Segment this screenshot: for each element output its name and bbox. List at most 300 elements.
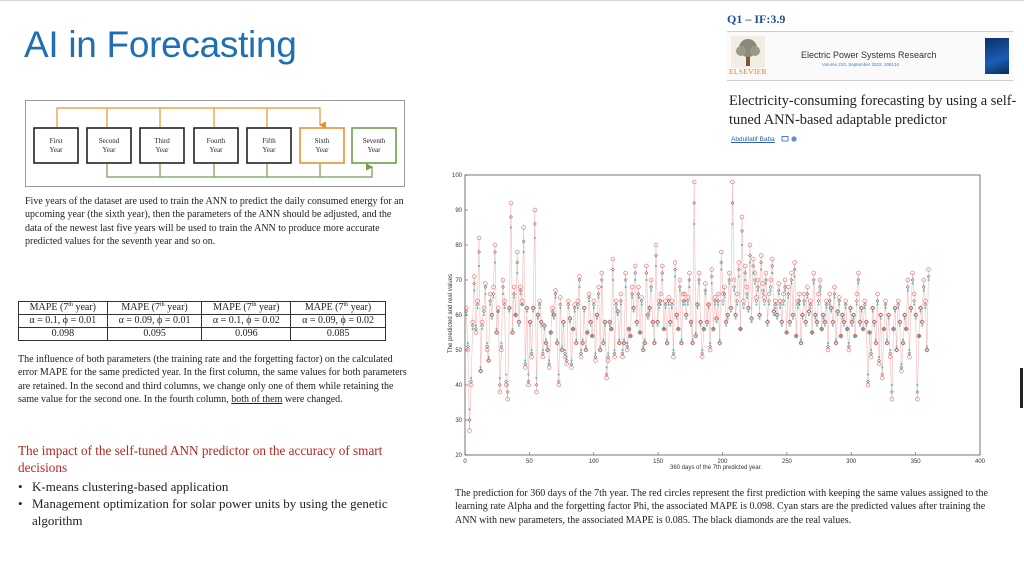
prediction-point-cyan xyxy=(505,373,507,375)
prediction-point-cyan xyxy=(590,324,592,326)
prediction-point-cyan xyxy=(623,338,625,340)
prediction-point-cyan xyxy=(534,237,536,239)
prediction-point-cyan xyxy=(886,338,888,340)
prediction-point-cyan xyxy=(900,363,902,365)
prediction-point-cyan xyxy=(599,345,601,347)
prediction-point-cyan xyxy=(529,324,531,326)
prediction-point-cyan xyxy=(873,324,875,326)
prediction-point-cyan xyxy=(674,275,676,277)
prediction-point-cyan xyxy=(907,289,909,291)
journal-rank-badge: Q1 – IF:3.9 xyxy=(727,12,786,26)
prediction-point-cyan xyxy=(701,349,703,351)
prediction-point-cyan xyxy=(499,377,501,379)
prediction-point-cyan xyxy=(859,324,861,326)
prediction-point-cyan xyxy=(722,303,724,305)
prediction-point-cyan xyxy=(500,342,502,344)
x-tick-label: 200 xyxy=(717,459,728,465)
year-box-label: Year xyxy=(209,146,223,154)
bullet-dot: • xyxy=(18,479,23,494)
prediction-point-cyan xyxy=(837,314,839,316)
prediction-point-cyan xyxy=(540,324,542,326)
prediction-point-cyan xyxy=(465,314,467,316)
prediction-point-cyan xyxy=(819,289,821,291)
prediction-point-cyan xyxy=(779,307,781,309)
prediction-point-cyan xyxy=(468,408,470,410)
prediction-point-cyan xyxy=(578,286,580,288)
prediction-point-cyan xyxy=(580,349,582,351)
prediction-point-cyan xyxy=(672,349,674,351)
prediction-point-cyan xyxy=(881,366,883,368)
y-tick-label: 90 xyxy=(455,208,462,214)
prediction-point-cyan xyxy=(583,310,585,312)
email-icon[interactable] xyxy=(782,137,788,142)
prediction-point-cyan xyxy=(856,303,858,305)
prediction-point-cyan xyxy=(752,272,754,274)
prediction-point-cyan xyxy=(704,293,706,295)
prediction-point-cyan xyxy=(860,310,862,312)
prediction-point-cyan xyxy=(763,303,765,305)
y-tick-label: 70 xyxy=(455,278,462,284)
prediction-point-cyan xyxy=(553,317,555,319)
prediction-point-cyan xyxy=(502,293,504,295)
prediction-point-cyan xyxy=(631,296,633,298)
prediction-point-cyan xyxy=(776,317,778,319)
prediction-point-cyan xyxy=(741,244,743,246)
prediction-point-cyan xyxy=(717,303,719,305)
publisher-name: ELSEVIER xyxy=(729,67,767,76)
year-box-label: Year xyxy=(367,146,381,154)
year-box-label: Year xyxy=(49,146,63,154)
prediction-point-cyan xyxy=(768,303,770,305)
prediction-point-cyan xyxy=(731,223,733,225)
prediction-point-cyan xyxy=(626,342,628,344)
prediction-point-cyan xyxy=(543,328,545,330)
prediction-point-cyan xyxy=(910,310,912,312)
y-tick-label: 100 xyxy=(451,173,462,179)
prediction-point-cyan xyxy=(511,328,513,330)
prediction-point-cyan xyxy=(545,338,547,340)
prediction-point-cyan xyxy=(472,328,474,330)
prediction-point-cyan xyxy=(829,303,831,305)
prediction-point-cyan xyxy=(621,349,623,351)
prediction-point-cyan xyxy=(467,342,469,344)
prediction-point-cyan xyxy=(588,300,590,302)
prediction-point-cyan xyxy=(849,310,851,312)
prediction-point-cyan xyxy=(539,307,541,309)
prediction-point-cyan xyxy=(489,303,491,305)
prediction-point-cyan xyxy=(911,282,913,284)
prediction-point-cyan xyxy=(594,352,596,354)
article-author-link[interactable]: Abdullatif Baba xyxy=(731,136,775,143)
mape-header-cell: MAPE (7th year) xyxy=(291,302,386,315)
prediction-point-cyan xyxy=(575,338,577,340)
prediction-point-cyan xyxy=(488,356,490,358)
prediction-point-cyan xyxy=(927,279,929,281)
prediction-point-cyan xyxy=(884,307,886,309)
year-box-label: Second xyxy=(98,137,120,145)
prediction-point-cyan xyxy=(916,384,918,386)
x-tick-label: 100 xyxy=(588,459,599,465)
prediction-point-cyan xyxy=(564,349,566,351)
prediction-point-cyan xyxy=(523,251,525,253)
prediction-point-cyan xyxy=(613,349,615,351)
prediction-point-cyan xyxy=(532,310,534,312)
prediction-point-cyan xyxy=(607,352,609,354)
prediction-point-cyan xyxy=(526,310,528,312)
x-tick-label: 350 xyxy=(910,459,921,465)
prediction-point-cyan xyxy=(634,279,636,281)
prediction-point-cyan xyxy=(774,307,776,309)
year-box-label: Fifth xyxy=(262,137,276,145)
prediction-point-cyan xyxy=(736,303,738,305)
prediction-point-cyan xyxy=(749,261,751,263)
prediction-point-cyan xyxy=(524,359,526,361)
prediction-point-cyan xyxy=(872,310,874,312)
prediction-point-cyan xyxy=(483,314,485,316)
bullet-item: • K-means clustering-based application xyxy=(18,479,229,494)
prediction-point-cyan xyxy=(558,373,560,375)
prediction-point-cyan xyxy=(570,359,572,361)
prediction-point-cyan xyxy=(548,359,550,361)
year-diagram xyxy=(25,100,405,187)
prediction-point-cyan xyxy=(809,307,811,309)
prediction-point-cyan xyxy=(824,324,826,326)
slide-title: AI in Forecasting xyxy=(24,24,297,65)
prediction-point-cyan xyxy=(720,268,722,270)
prediction-point-cyan xyxy=(852,317,854,319)
mape-param-cell: α = 0.1, ϕ = 0.02 xyxy=(202,315,291,328)
journal-volume: Volume 210, September 2022, 108134 xyxy=(822,62,900,67)
prediction-point-cyan xyxy=(556,338,558,340)
prediction-point-cyan xyxy=(766,324,768,326)
prediction-point-cyan xyxy=(805,324,807,326)
mape-value-cell: 0.096 xyxy=(202,328,291,341)
bullet-dot: • xyxy=(18,496,23,511)
scroll-edge-marker xyxy=(1020,368,1023,408)
prediction-point-cyan xyxy=(870,349,872,351)
x-tick-label: 0 xyxy=(463,459,467,465)
prediction-point-cyan xyxy=(723,296,725,298)
prediction-point-cyan xyxy=(507,384,509,386)
year-box-label: First xyxy=(49,137,63,145)
y-axis-label: The predicted and real values xyxy=(448,273,454,353)
prediction-point-cyan xyxy=(658,307,660,309)
prediction-point-cyan xyxy=(735,317,737,319)
prediction-point-cyan xyxy=(620,303,622,305)
prediction-point-cyan xyxy=(542,349,544,351)
prediction-point-cyan xyxy=(762,293,764,295)
prediction-point-cyan xyxy=(830,310,832,312)
year-box-label: Seventh xyxy=(362,137,386,145)
prediction-point-cyan xyxy=(664,307,666,309)
mape-param-cell: α = 0.1, ϕ = 0.01 xyxy=(19,315,108,328)
prediction-point-cyan xyxy=(531,349,533,351)
prediction-point-cyan xyxy=(647,317,649,319)
prediction-point-cyan xyxy=(671,307,673,309)
prediction-point-cyan xyxy=(924,307,926,309)
prediction-point-cyan xyxy=(561,345,563,347)
prediction-point-cyan xyxy=(676,317,678,319)
prediction-point-cyan xyxy=(612,279,614,281)
prediction-point-cyan xyxy=(513,296,515,298)
prediction-point-cyan xyxy=(605,366,607,368)
prediction-point-cyan xyxy=(733,289,735,291)
dataset-paragraph: Five years of the dataset are used to train the ANN to predict the daily consumed energy for an upcoming year (the sixth year), then the parameters of the ANN should be adjusted, and the data of the newest last five years will be used to train the ANN to produce more accurate predicted values for the seventh year and so on. xyxy=(25,196,404,248)
prediction-point-cyan xyxy=(845,307,847,309)
prediction-point-cyan xyxy=(655,265,657,267)
mape-header-row xyxy=(19,302,386,315)
prediction-point-cyan xyxy=(527,373,529,375)
prediction-point-cyan xyxy=(897,307,899,309)
prediction-point-cyan xyxy=(800,338,802,340)
prediction-point-cyan xyxy=(486,342,488,344)
mape-header-cell: MAPE (7th year) xyxy=(202,302,291,315)
prediction-point-cyan xyxy=(758,317,760,319)
prediction-point-cyan xyxy=(926,345,928,347)
prediction-point-cyan xyxy=(787,296,789,298)
top-divider xyxy=(0,0,1024,1)
prediction-point-cyan xyxy=(921,324,923,326)
impact-bullets xyxy=(18,478,418,529)
prediction-point-cyan xyxy=(652,324,654,326)
mape-param-cell: α = 0.09, ϕ = 0.02 xyxy=(291,315,386,328)
prediction-point-cyan xyxy=(891,384,893,386)
journal-name: Electric Power Systems Research xyxy=(801,50,937,60)
x-tick-label: 250 xyxy=(781,459,792,465)
y-tick-label: 80 xyxy=(455,243,462,249)
prediction-point-cyan xyxy=(715,321,717,323)
prediction-point-cyan xyxy=(755,303,757,305)
mape-value-cell: 0.098 xyxy=(19,328,108,341)
prediction-point-cyan xyxy=(832,324,834,326)
y-tick-label: 50 xyxy=(455,348,462,354)
journal-banner xyxy=(727,31,1013,81)
prediction-point-cyan xyxy=(771,272,773,274)
prediction-point-cyan xyxy=(728,282,730,284)
prediction-point-cyan xyxy=(491,317,493,319)
year-diagram-svg xyxy=(26,101,406,188)
prediction-point-cyan xyxy=(913,303,915,305)
prediction-point-cyan xyxy=(750,321,752,323)
prediction-point-cyan xyxy=(782,303,784,305)
prediction-point-cyan xyxy=(684,303,686,305)
prediction-point-cyan xyxy=(825,307,827,309)
mape-params-row xyxy=(19,315,386,328)
prediction-point-cyan xyxy=(617,314,619,316)
prediction-point-cyan xyxy=(888,317,890,319)
prediction-point-cyan xyxy=(707,307,709,309)
prediction-point-cyan xyxy=(475,324,477,326)
prediction-point-cyan xyxy=(848,342,850,344)
prediction-point-cyan xyxy=(666,338,668,340)
prediction-point-cyan xyxy=(569,321,571,323)
prediction-point-cyan xyxy=(495,328,497,330)
prediction-point-cyan xyxy=(833,296,835,298)
prediction-point-cyan xyxy=(778,293,780,295)
prediction-point-cyan xyxy=(562,324,564,326)
prediction-point-cyan xyxy=(781,324,783,326)
author-contact-icons xyxy=(781,135,801,143)
prediction-point-cyan xyxy=(746,296,748,298)
prediction-point-cyan xyxy=(650,289,652,291)
prediction-point-cyan xyxy=(546,345,548,347)
prediction-point-cyan xyxy=(867,373,869,375)
prediction-point-cyan xyxy=(827,342,829,344)
prediction-point-cyan xyxy=(473,289,475,291)
prediction-point-cyan xyxy=(816,324,818,326)
prediction-point-cyan xyxy=(688,286,690,288)
prediction-point-cyan xyxy=(687,303,689,305)
prediction-point-cyan xyxy=(711,282,713,284)
chart-caption: The prediction for 360 days of the 7th year. The red circles represent the first prediction with keeping the same values assigned to the learning rate Alpha and the forgetting factor Phi, the associated MAPE is 0.098. Cyan stars are the predicted values after training the ANN with new parameters, the associated MAPE is 0.085. The black diamonds are the real values. xyxy=(455,488,988,526)
prediction-point-cyan xyxy=(738,275,740,277)
prediction-point-cyan xyxy=(864,307,866,309)
bullet-item: • Management optimization for solar power units by using the genetic algorithm xyxy=(18,496,388,528)
prediction-point-cyan xyxy=(478,265,480,267)
prediction-point-cyan xyxy=(902,338,904,340)
prediction-point-cyan xyxy=(808,314,810,316)
prediction-point-cyan xyxy=(566,356,568,358)
y-tick-label: 60 xyxy=(455,313,462,319)
prediction-point-cyan xyxy=(685,317,687,319)
prediction-point-cyan xyxy=(618,338,620,340)
prediction-point-cyan xyxy=(693,223,695,225)
prediction-point-cyan xyxy=(813,282,815,284)
prediction-point-cyan xyxy=(889,349,891,351)
prediction-point-cyan xyxy=(919,310,921,312)
prediction-point-cyan xyxy=(835,338,837,340)
y-tick-label: 30 xyxy=(455,418,462,424)
prediction-point-cyan xyxy=(903,317,905,319)
prediction-point-cyan xyxy=(690,324,692,326)
prediction-point-cyan xyxy=(789,324,791,326)
prediction-point-cyan xyxy=(636,324,638,326)
prediction-point-cyan xyxy=(878,356,880,358)
x-tick-label: 50 xyxy=(526,459,533,465)
prediction-point-cyan xyxy=(609,324,611,326)
prediction-point-cyan xyxy=(692,338,694,340)
prediction-point-cyan xyxy=(644,338,646,340)
prediction-point-cyan xyxy=(875,338,877,340)
impact-heading: The impact of the self-tuned ANN predictor on the accuracy of smart decisions xyxy=(18,443,383,475)
prediction-point-cyan xyxy=(559,307,561,309)
prediction-point-cyan xyxy=(615,307,617,309)
year-box-label: Year xyxy=(315,146,329,154)
prediction-point-cyan xyxy=(604,324,606,326)
prediction-point-cyan xyxy=(510,226,512,228)
prediction-point-cyan xyxy=(699,324,701,326)
prediction-point-cyan xyxy=(814,317,816,319)
year-box-label: Sixth xyxy=(314,137,330,145)
prediction-point-cyan xyxy=(851,324,853,326)
prediction-point-cyan xyxy=(577,307,579,309)
year-box-label: Year xyxy=(155,146,169,154)
prediction-point-cyan xyxy=(899,324,901,326)
prediction-point-cyan xyxy=(484,293,486,295)
prediction-point-cyan xyxy=(880,317,882,319)
prediction-point-cyan xyxy=(516,272,518,274)
prediction-point-cyan xyxy=(637,296,639,298)
year-box-label: Year xyxy=(262,146,276,154)
year-box-label: Third xyxy=(154,137,170,145)
year-box-label: Fourth xyxy=(206,137,226,145)
prediction-point-cyan xyxy=(698,282,700,284)
mape-values-row xyxy=(19,328,386,341)
prediction-point-cyan xyxy=(876,303,878,305)
prediction-point-cyan xyxy=(757,289,759,291)
prediction-point-cyan xyxy=(706,324,708,326)
prediction-point-cyan xyxy=(596,317,598,319)
prediction-point-cyan xyxy=(743,307,745,309)
prediction-point-cyan xyxy=(492,296,494,298)
prediction-point-cyan xyxy=(567,307,569,309)
prediction-point-cyan xyxy=(773,314,775,316)
prediction-point-cyan xyxy=(803,303,805,305)
influence-paragraph: The influence of both parameters (the training rate and the forgetting factor) on the calculated error MAPE for the same predicted year. In the first column, the same values for both parameters are retained. In the second and third columns, we change only one of them while retaining the same value for the second one. In the fourth column, both of them were changed. xyxy=(18,354,407,406)
prediction-point-cyan xyxy=(494,261,496,263)
prediction-point-cyan xyxy=(760,268,762,270)
prediction-point-cyan xyxy=(790,282,792,284)
prediction-point-cyan xyxy=(792,317,794,319)
prediction-point-cyan xyxy=(727,317,729,319)
mape-table xyxy=(18,301,386,341)
prediction-point-cyan xyxy=(714,303,716,305)
orcid-icon[interactable] xyxy=(791,136,796,141)
prediction-chart-svg xyxy=(440,168,990,474)
prediction-point-cyan xyxy=(601,286,603,288)
prediction-point-cyan xyxy=(625,286,627,288)
prediction-point-cyan xyxy=(645,279,647,281)
prediction-point-cyan xyxy=(857,282,859,284)
prediction-point-cyan xyxy=(695,331,697,333)
prediction-point-cyan xyxy=(696,307,698,309)
journal-cover-thumbnail xyxy=(985,38,1009,74)
prediction-chart xyxy=(440,168,990,479)
prediction-point-cyan xyxy=(754,282,756,284)
prediction-point-cyan xyxy=(794,275,796,277)
prediction-point-cyan xyxy=(784,289,786,291)
prediction-point-cyan xyxy=(593,307,595,309)
prediction-point-cyan xyxy=(765,282,767,284)
prediction-point-cyan xyxy=(838,303,840,305)
prediction-point-cyan xyxy=(719,338,721,340)
prediction-point-cyan xyxy=(585,345,587,347)
y-tick-label: 40 xyxy=(455,383,462,389)
x-axis-label: 360 days of the 7th predicted year. xyxy=(670,465,763,471)
prediction-point-cyan xyxy=(896,345,898,347)
prediction-point-cyan xyxy=(669,324,671,326)
prediction-point-cyan xyxy=(841,317,843,319)
prediction-point-cyan xyxy=(797,307,799,309)
x-tick-label: 400 xyxy=(974,459,986,465)
prediction-point-cyan xyxy=(709,342,711,344)
prediction-point-cyan xyxy=(597,296,599,298)
prediction-point-cyan xyxy=(656,324,658,326)
prediction-point-cyan xyxy=(908,349,910,351)
prediction-point-cyan xyxy=(730,310,732,312)
prediction-point-cyan xyxy=(602,338,604,340)
mape-header-cell: MAPE (7th year) xyxy=(107,302,202,315)
article-title: Electricity-consuming forecasting by using a self-tuned ANN-based adaptable predictor xyxy=(729,93,1017,128)
mape-value-cell: 0.095 xyxy=(107,328,202,341)
prediction-point-cyan xyxy=(770,289,772,291)
prediction-point-cyan xyxy=(574,310,576,312)
prediction-point-cyan xyxy=(535,377,537,379)
prediction-point-cyan xyxy=(680,338,682,340)
y-tick-label: 20 xyxy=(455,453,462,459)
prediction-point-cyan xyxy=(923,289,925,291)
prediction-point-cyan xyxy=(641,303,643,305)
